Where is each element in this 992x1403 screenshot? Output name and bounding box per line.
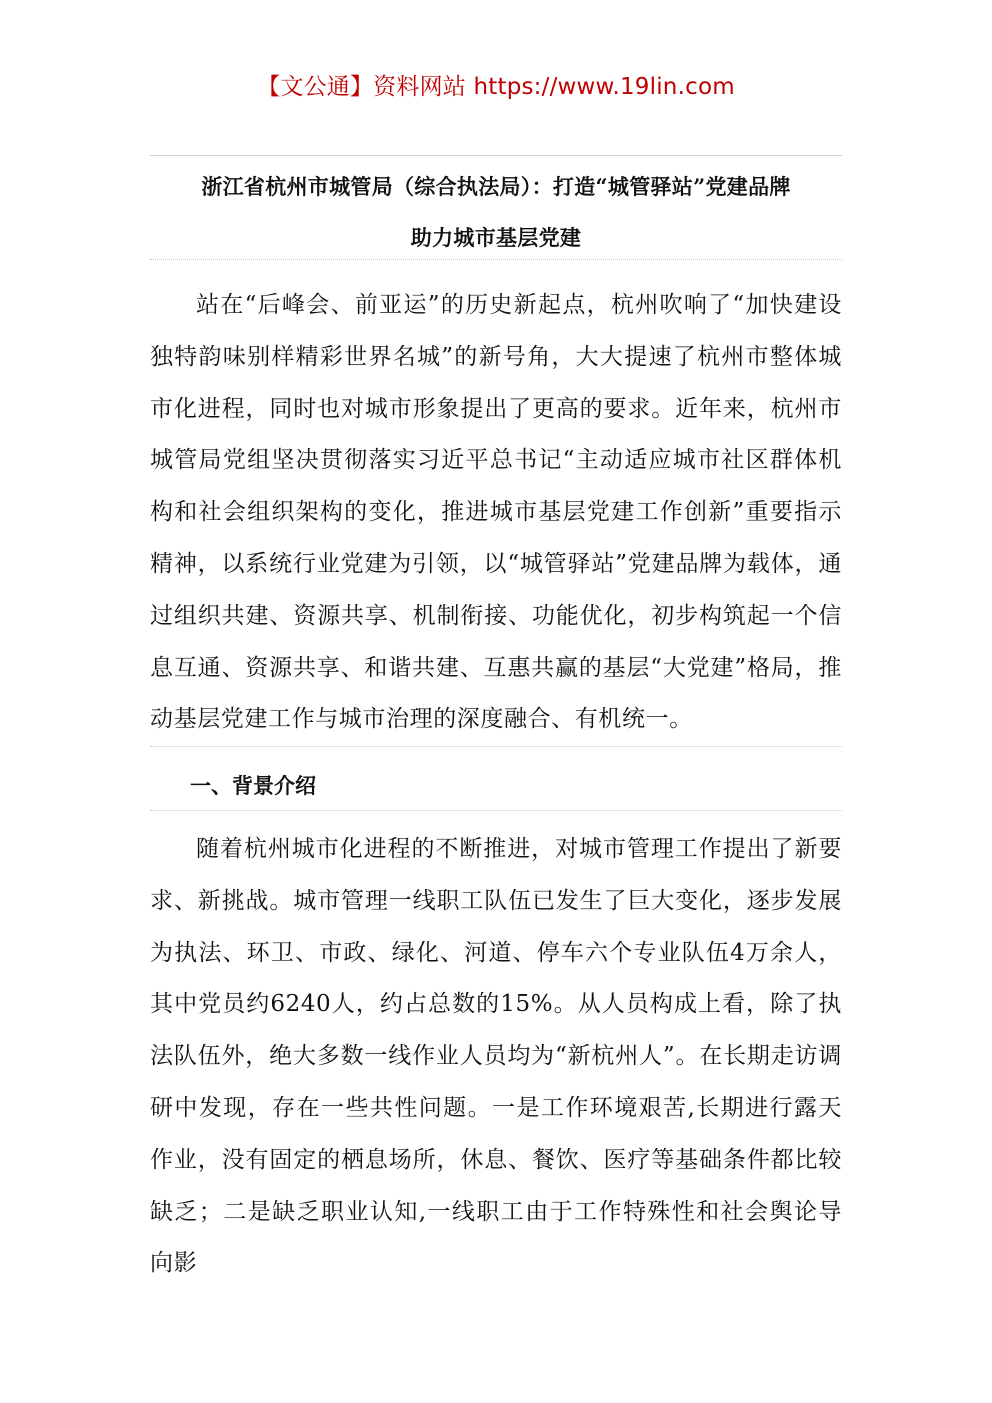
document-title-line-2: 助力城市基层党建 <box>410 225 582 250</box>
intro-bottom-rule <box>150 746 842 747</box>
intro-paragraph <box>150 280 842 746</box>
watermark-header: 【文公通】资料网站 https://www.19lin.com <box>257 74 735 100</box>
intro-paragraph-text: 站在“后峰会、前亚运”的历史新起点，杭州吹响了“加快建设独特韵味别样精彩世界名城”的新号角，大大提速了杭州市整体城市化进程，同时也对城市形象提出了更高的要求。近年来，杭州市城管局党组坚决贯彻落实习近平总书记“主动适应城市社区群体机构和社会组织架构的变化，推进城市基层党建工作创新”重要指示精神，以系统行业党建为引领，以“城管驿站”党建品牌为载体，通过组织共建、资源共享、机制衔接、功能优化，初步构筑起一个信息互通、资源共享、和谐共建、互惠共赢的基层“大党建”格局，推动基层党建工作与城市治理的深度融合、有机统一。 <box>150 292 842 733</box>
title-top-rule <box>150 155 842 156</box>
section-heading-rule <box>150 810 842 811</box>
background-paragraph-text: 随着杭州城市化进程的不断推进，对城市管理工作提出了新要求、新挑战。城市管理一线职工队伍已发生了巨大变化，逐步发展为执法、环卫、市政、绿化、河道、停车六个专业队伍4万余人，其中党员约6240人，约占总数的15%。从人员构成上看，除了执法队伍外，绝大多数一线作业人员均为“新杭州人”。在长期走访调研中发现，存在一些共性问题。一是工作环境艰苦,长期进行露天作业，没有固定的栖息场所，休息、餐饮、医疗等基础条件都比较缺乏；二是缺乏职业认知,一线职工由于工作特殊性和社会舆论导向影 <box>150 836 842 1277</box>
document-title-line-1: 浙江省杭州市城管局（综合执法局）：打造“城管驿站”党建品牌 <box>201 174 791 199</box>
section-heading-background: 一、背景介绍 <box>190 773 316 798</box>
background-paragraph <box>150 824 842 1290</box>
title-bottom-rule <box>150 259 842 260</box>
